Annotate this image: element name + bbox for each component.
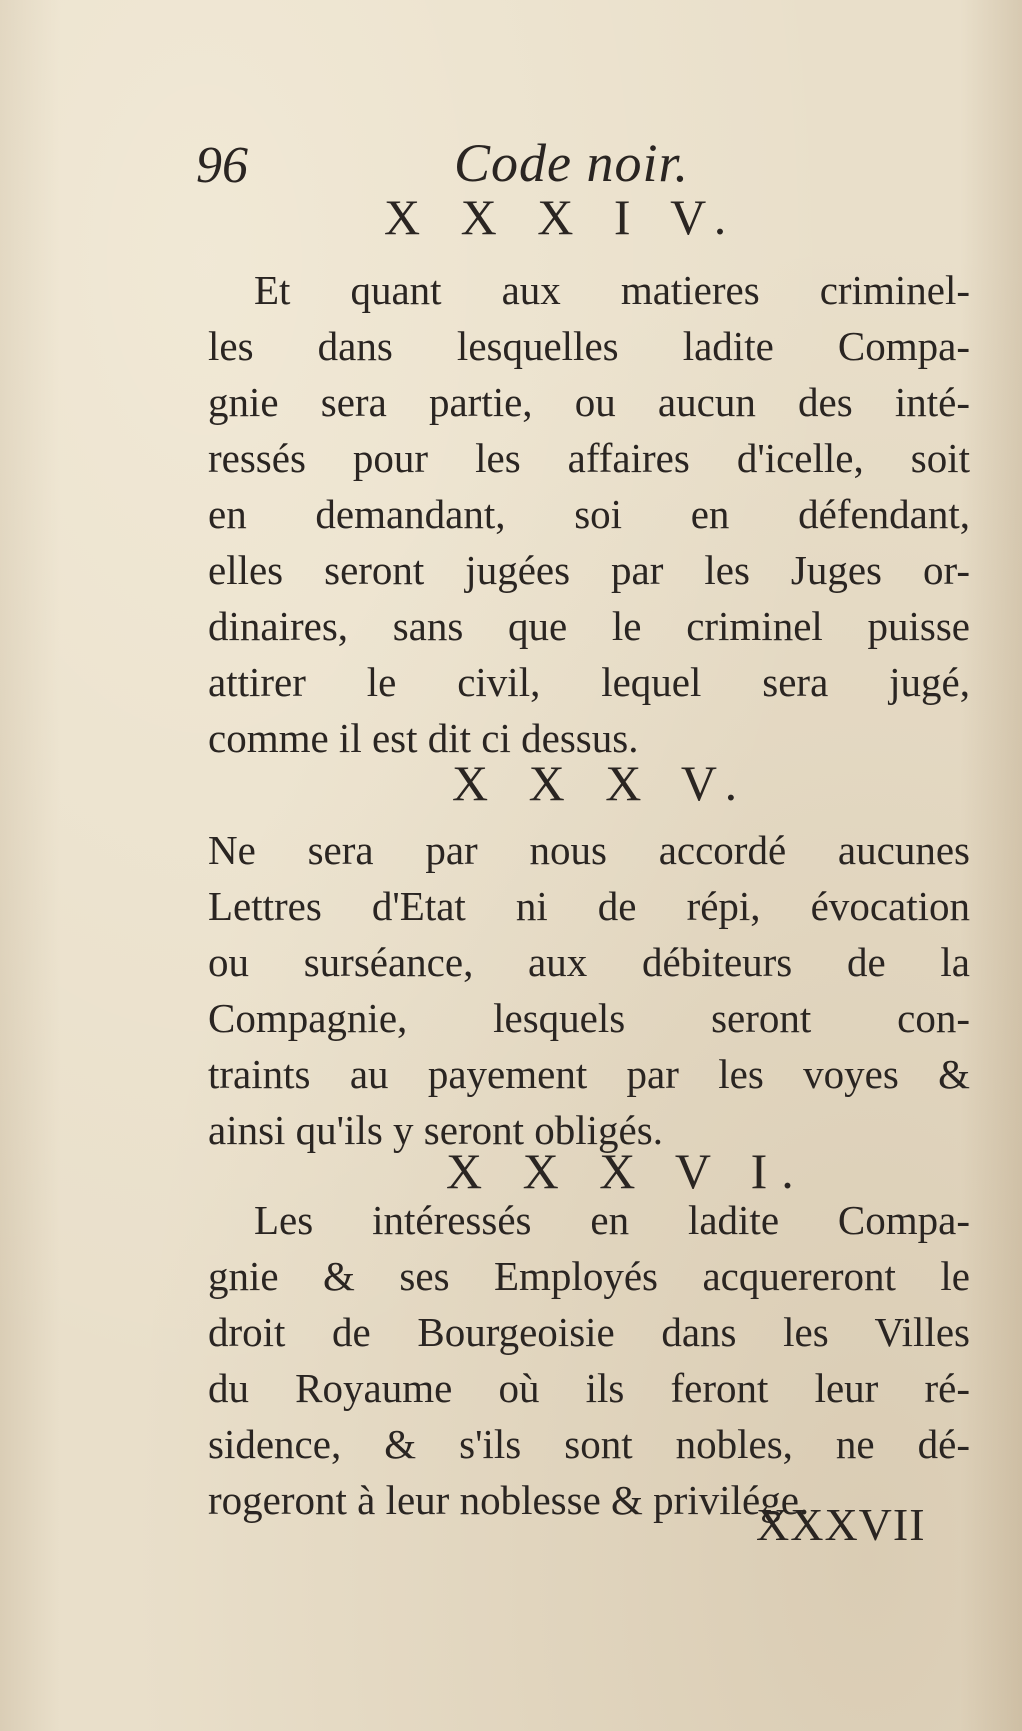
text-line: sidence, & s'ils sont nobles, ne dé- — [208, 1421, 970, 1467]
text-line: comme il est dit ci dessus. — [208, 715, 639, 761]
text-line: attirer le civil, lequel sera jugé, — [208, 659, 970, 705]
text-line: rogeront à leur noblesse & privilége. — [208, 1477, 810, 1523]
text-line: elles seront jugées par les Juges or- — [208, 547, 970, 593]
text-line: Ne sera par nous accordé aucunes — [208, 827, 970, 873]
catchword: XXXVII — [756, 1499, 926, 1550]
text-line: droit de Bourgeoisie dans les Villes — [208, 1309, 970, 1355]
article-body-36 — [208, 1192, 970, 1528]
text-line: traints au payement par les voyes & — [208, 1051, 970, 1097]
article-heading-34: X X X I V. — [384, 189, 741, 245]
text-line: du Royaume où ils feront leur ré- — [208, 1365, 970, 1411]
article-body-35 — [208, 822, 970, 1158]
running-title: Code noir. — [454, 133, 690, 193]
text-line: ainsi qu'ils y seront obligés. — [208, 1107, 663, 1153]
text-line: Compagnie, lesquels seront con- — [208, 995, 970, 1041]
text-line: ressés pour les affaires d'icelle, soit — [208, 435, 970, 481]
text-line: Lettres d'Etat ni de répi, évocation — [208, 883, 970, 929]
text-line: Les intéressés en ladite Compa- — [254, 1197, 970, 1243]
text-line: gnie & ses Employés acquereront le — [208, 1253, 970, 1299]
text-line: gnie sera partie, ou aucun des inté- — [208, 379, 970, 425]
article-heading-35: X X X V. — [452, 755, 752, 811]
article-heading-36: X X X V I. — [446, 1143, 808, 1199]
text-line: Et quant aux matieres criminel- — [254, 267, 970, 313]
article-body-34 — [208, 262, 970, 766]
text-line: les dans lesquelles ladite Compa- — [208, 323, 970, 369]
text-line: ou surséance, aux débiteurs de la — [208, 939, 970, 985]
text-line: dinaires, sans que le criminel puisse — [208, 603, 970, 649]
text-line: en demandant, soi en défendant, — [208, 491, 970, 537]
page-number: 96 — [196, 137, 248, 194]
